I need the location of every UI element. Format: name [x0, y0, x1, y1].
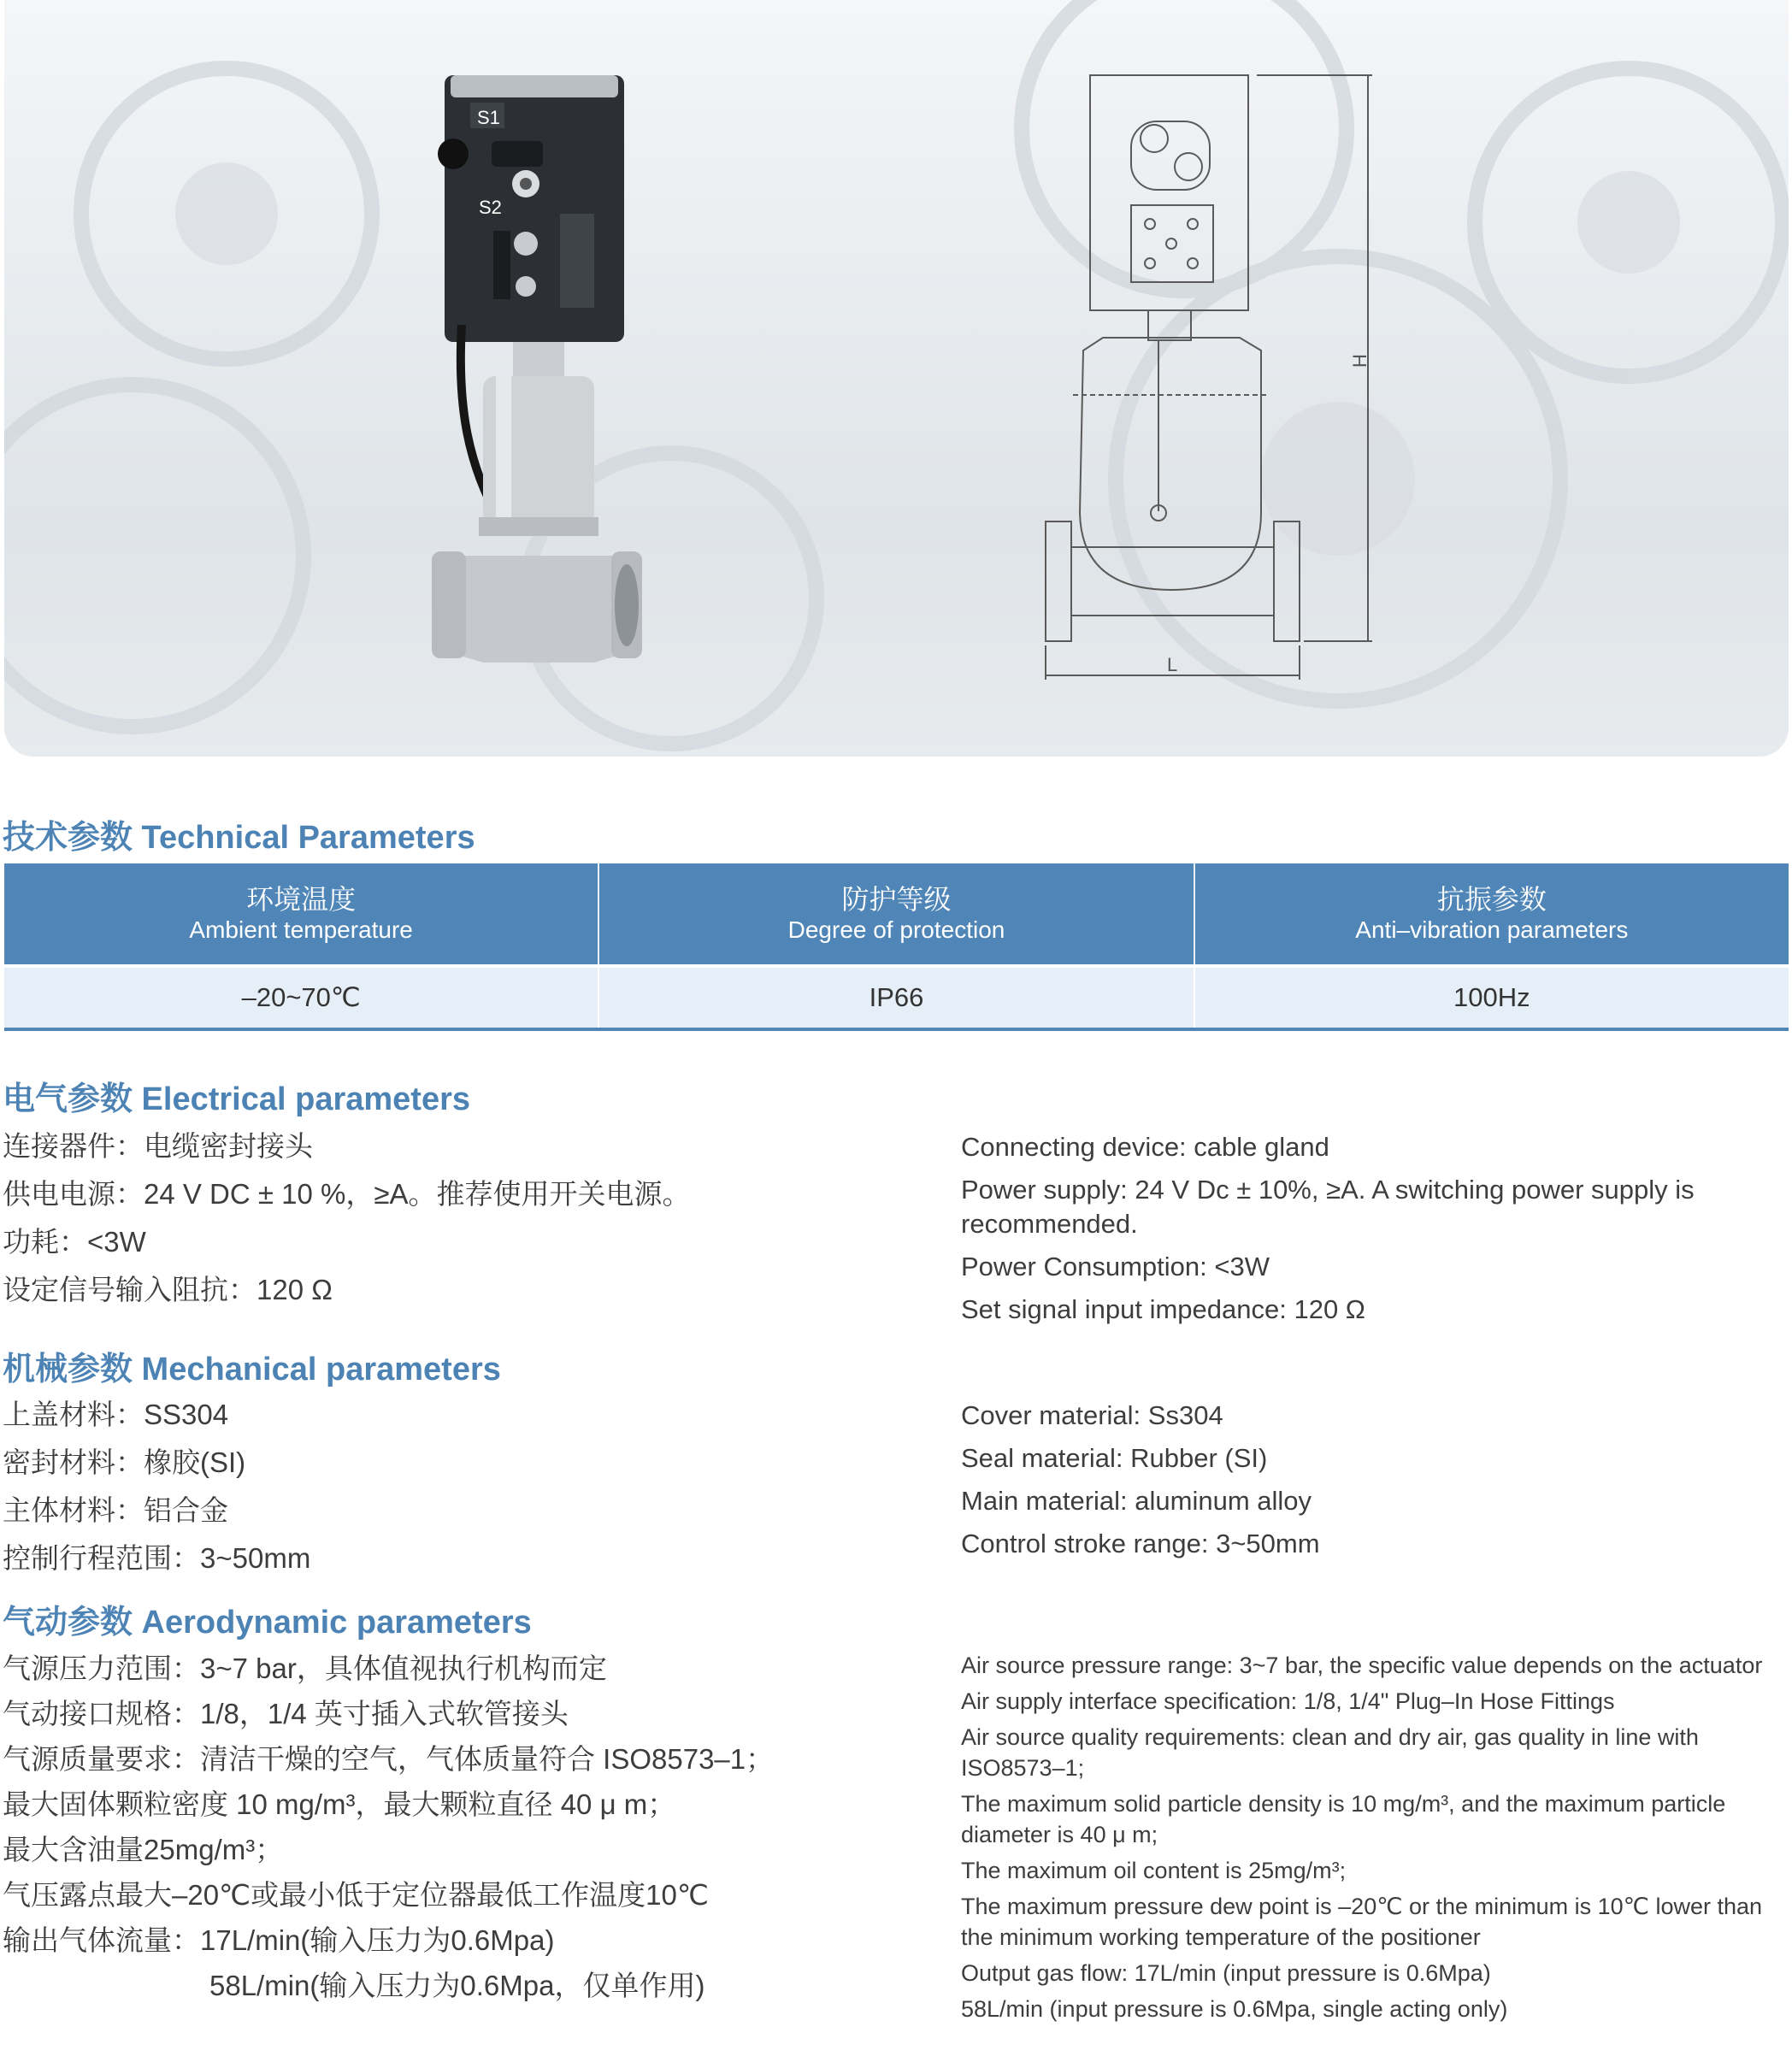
list-item: 气源压力范围：3~7 bar，具体值视执行机构而定: [3, 1653, 607, 1684]
electrical-parameters-title: 电气参数 Electrical parameters: [3, 1081, 471, 1117]
list-item: Seal material: Rubber (SI): [961, 1443, 1268, 1473]
list-item: 供电电源：24 V DC ± 10 %，≥A。推荐使用开关电源。: [3, 1178, 691, 1210]
list-item: 连接器件：电缆密封接头: [3, 1130, 313, 1162]
list-item: Power Consumption: <3W: [961, 1252, 1270, 1281]
value-anti-vibration: 100Hz: [1453, 982, 1530, 1012]
list-item: Main material: aluminum alloy: [961, 1486, 1312, 1516]
list-item: Connecting device: cable gland: [961, 1132, 1329, 1162]
list-item: Air source pressure range: 3~7 bar, the specific value depends on the actuator: [961, 1653, 1763, 1678]
electrical-en-list: [961, 1130, 1782, 1335]
list-item: The maximum oil content is 25mg/m³;: [961, 1858, 1347, 1883]
product-hero-panel: [4, 0, 1789, 757]
background-flanges-icon: [4, 0, 1783, 744]
electrical-zh-list: [3, 1122, 926, 1314]
list-item: 58L/min(输入压力为0.6Mpa，仅单作用): [209, 1970, 705, 2001]
technical-parameters-title: 技术参数 Technical Parameters: [3, 820, 475, 856]
mechanical-parameters-title: 机械参数 Mechanical parameters: [3, 1352, 501, 1387]
list-item: Air supply interface specification: 1/8, 1/4" Plug–In Hose Fittings: [961, 1688, 1615, 1714]
list-item: Set signal input impedance: 120 Ω: [961, 1294, 1365, 1324]
list-item: 主体材料：铝合金: [3, 1494, 228, 1526]
list-item: Air source quality requirements: clean and dry air, gas quality in line with ISO8573–1;: [961, 1724, 1699, 1781]
list-item: Cover material: Ss304: [961, 1400, 1223, 1430]
value-ambient-temperature: –20~70℃: [4, 968, 599, 1028]
header-degree-of-protection: 防护等级 Degree of protection: [599, 863, 1194, 964]
header-ambient-temperature: 环境温度 Ambient temperature: [4, 863, 599, 964]
list-item: 功耗：<3W: [3, 1226, 146, 1258]
table-row: [4, 968, 1789, 1031]
valve-drawing: [1046, 75, 1372, 680]
mechanical-en-list: [961, 1399, 1782, 1570]
list-item: 输出气体流量：17L/min(输入压力为0.6Mpa): [3, 1924, 555, 1956]
hero-artwork: [4, 0, 1789, 757]
table-header-row: [4, 863, 1789, 964]
list-item: The maximum pressure dew point is –20℃ or the minimum is 10℃ lower than the minimum working temperature of the positioner: [961, 1894, 1763, 1950]
list-item: The maximum solid particle density is 10 mg/m³, and the maximum particle diameter is 40 μ m;: [961, 1791, 1726, 1847]
aerodynamic-en-list: [961, 1650, 1782, 2030]
mechanical-zh-list: [3, 1391, 926, 1582]
dimension-h-label: H: [1349, 354, 1371, 368]
aerodynamic-zh-list: [3, 1646, 926, 2008]
list-item: 58L/min (input pressure is 0.6Mpa, single acting only): [961, 1996, 1508, 2022]
list-item: Output gas flow: 17L/min (input pressure is 0.6Mpa): [961, 1960, 1491, 1986]
list-item: 气源质量要求：清洁干燥的空气，气体质量符合 ISO8573–1；: [3, 1743, 775, 1775]
list-item: 最大固体颗粒密度 10 mg/m³，最大颗粒直径 40 μ m；: [3, 1788, 676, 1820]
list-item: 上盖材料：SS304: [3, 1399, 229, 1430]
valve-photo: [432, 75, 642, 663]
port-s1-label: S1: [477, 107, 500, 128]
dimension-l-label: L: [1167, 654, 1178, 675]
technical-parameters-table: [4, 863, 1789, 1031]
list-item: 控制行程范围：3~50mm: [3, 1542, 311, 1574]
list-item: 最大含油量25mg/m³；: [3, 1834, 284, 1865]
header-anti-vibration: 抗振参数 Anti–vibration parameters: [1355, 884, 1629, 943]
aerodynamic-parameters-title: 气动参数 Aerodynamic parameters: [3, 1605, 532, 1641]
list-item: 气压露点最大–20℃或最小低于定位器最低工作温度10℃: [3, 1879, 709, 1911]
list-item: 气动接口规格：1/8，1/4 英寸插入式软管接头: [3, 1698, 569, 1729]
list-item: Power supply: 24 V Dc ± 10%, ≥A. A switching power supply is recommended.: [961, 1175, 1695, 1239]
list-item: Control stroke range: 3~50mm: [961, 1529, 1320, 1558]
port-s2-label: S2: [479, 197, 502, 218]
list-item: 设定信号输入阻抗：120 Ω: [3, 1274, 333, 1305]
value-degree-of-protection: IP66: [599, 968, 1194, 1028]
list-item: 密封材料：橡胶(SI): [3, 1446, 246, 1478]
